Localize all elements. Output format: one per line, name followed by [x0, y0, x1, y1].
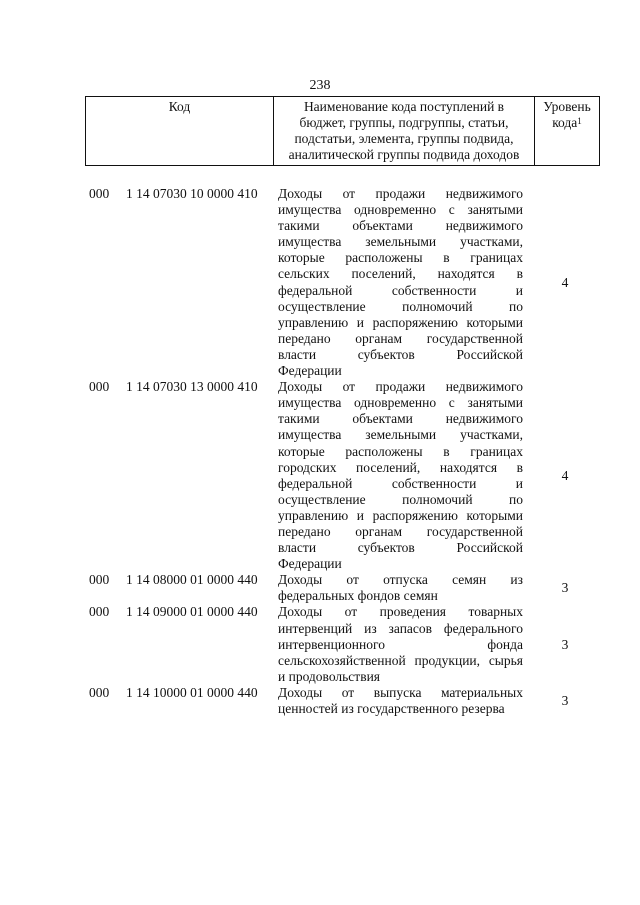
row-level-value: 4 [561, 274, 569, 290]
row-code: 1 14 08000 01 0000 440 [126, 572, 258, 588]
row-prefix: 000 [89, 186, 110, 201]
row-level [523, 572, 599, 604]
row-name-line: такими объектами недвижимого [278, 411, 523, 427]
header-name-line: бюджет, группы, подгруппы, статьи, [299, 115, 509, 130]
header-level-line2: кода [552, 115, 578, 130]
table-row [85, 572, 605, 604]
page-number: 238 [309, 78, 331, 93]
row-name-line: Федерации [278, 556, 342, 572]
row-prefix: 000 [89, 604, 110, 620]
header-level-line1: Уровень [543, 99, 591, 114]
header-name-line: аналитической группы подвида доходов [288, 147, 520, 162]
header-name-line: Наименование кода поступлений в [303, 99, 505, 114]
row-code: 1 14 07030 10 0000 410 [126, 186, 258, 201]
row-name-line: интервенционного фонда [278, 636, 523, 652]
row-name [273, 186, 523, 379]
header-level-line2-wrap [538, 115, 596, 131]
table-row [85, 604, 605, 684]
row-name-line: передано органам государственной [278, 330, 523, 346]
row-name-line: передано органам государственной [278, 523, 523, 539]
row-name-line: интервенций из запасов федерального [278, 620, 523, 636]
row-level-value: 3 [561, 580, 569, 596]
header-level-footnote: 1 [577, 116, 582, 126]
row-name-line: сельских поселений, находятся в [278, 266, 523, 282]
row-name-line: Доходы от проведения товарных [278, 604, 523, 620]
row-level [523, 685, 599, 717]
header-name-line: подстатьи, элемента, группы подвида, [294, 131, 514, 146]
row-name-line: Федерации [278, 363, 342, 379]
header-code-cell [86, 97, 274, 166]
row-name-line: Доходы от продажи недвижимого [278, 186, 523, 201]
row-name-line: городских поселений, находятся в [278, 459, 523, 475]
row-name-line: имущества одновременно с занятыми [278, 202, 523, 218]
row-name [273, 572, 523, 604]
table-row [85, 379, 605, 572]
row-name-line: и продовольствия [278, 668, 381, 684]
row-name-line: власти субъектов Российской [278, 346, 523, 362]
row-name-line: федеральной собственности и [278, 475, 523, 491]
row-name-line: такими объектами недвижимого [278, 218, 523, 234]
row-name-line: управлению и распоряжению которыми [278, 314, 523, 330]
row-name-line: ценностей из государственного резерва [278, 701, 505, 716]
row-name-line: имущества одновременно с занятыми [278, 395, 523, 411]
row-level-value: 4 [561, 467, 569, 483]
header-level-cell [535, 97, 600, 166]
row-prefix: 000 [89, 684, 110, 700]
row-code: 1 14 10000 01 0000 440 [126, 684, 258, 700]
row-name [273, 604, 523, 684]
row-name-line: Доходы от отпуска семян из [278, 572, 523, 588]
row-prefix: 000 [89, 379, 110, 395]
row-name-line: Доходы от выпуска материальных [278, 684, 523, 700]
table-row [85, 186, 605, 379]
row-name-line: управлению и распоряжению которыми [278, 507, 523, 523]
row-level-value: 3 [561, 692, 569, 708]
row-code: 1 14 09000 01 0000 440 [126, 604, 258, 620]
row-name-line: Доходы от продажи недвижимого [278, 379, 523, 395]
table-row [85, 685, 605, 717]
row-name-line: федеральных фондов семян [278, 588, 438, 604]
row-prefix: 000 [89, 572, 110, 588]
row-name-line: которые расположены в границах [278, 443, 523, 459]
row-name-line: имущества земельными участками, [278, 234, 523, 250]
row-name-line: осуществление полномочий по [278, 298, 523, 314]
header-row [86, 97, 600, 166]
row-name-line: имущества земельными участками, [278, 427, 523, 443]
row-name-line: власти субъектов Российской [278, 540, 523, 556]
header-name-cell [274, 97, 535, 166]
header-code-label: Код [168, 99, 191, 114]
row-level [523, 186, 599, 379]
row-name-line: федеральной собственности и [278, 282, 523, 298]
code-rows [85, 186, 605, 717]
row-name-line: сельскохозяйственной продукции, сырья [278, 652, 523, 668]
row-level-value: 3 [561, 636, 569, 652]
row-name-line: осуществление полномочий по [278, 491, 523, 507]
row-code: 1 14 07030 13 0000 410 [126, 379, 258, 395]
row-level [523, 604, 599, 684]
row-name [273, 379, 523, 572]
row-level [523, 379, 599, 572]
row-name [273, 685, 523, 717]
header-table [85, 96, 600, 166]
row-name-line: которые расположены в границах [278, 250, 523, 266]
